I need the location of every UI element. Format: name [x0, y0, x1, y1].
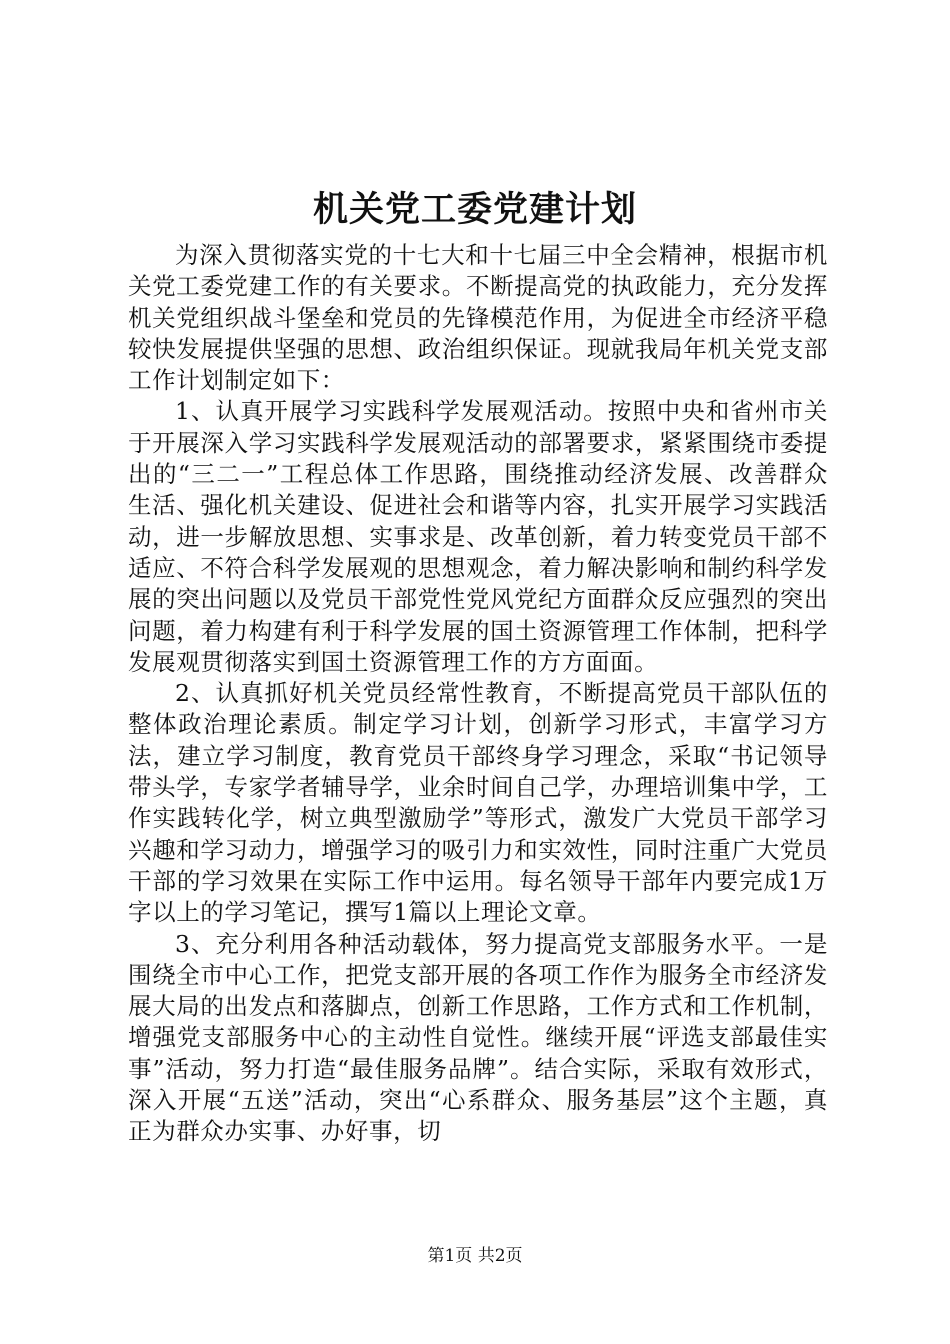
paragraph-item-1: 1、认真开展学习实践科学发展观活动。按照中央和省州市关于开展深入学习实践科学发展观活动的部署要求，紧紧围绕市委提出的“三二一”工程总体工作思路，围绕推动经济发展、改善群众生活、强化机关建设、促进社会和谐等内容，扎实开展学习实践活动，进一步解放思想、实事求是、改革创新，着力转变党员干部不适应、不符合科学发展观的思想观念，着力解决影响和制约科学发展的突出问题以及党员干部党性党风党纪方面群众反应强烈的突出问题，着力构建有利于科学发展的国土资源管理工作体制，把科学发展观贯彻落实到国土资源管理工作的方方面面。: [128, 397, 828, 676]
page-number-footer: 第1页 共2页: [427, 1246, 523, 1266]
paragraph-item-3: 3、充分利用各种活动载体，努力提高党支部服务水平。一是围绕全市中心工作，把党支部开展的各项工作作为服务全市经济发展大局的出发点和落脚点，创新工作思路，工作方式和工作机制，增强党支部服务中心的主动性自觉性。继续开展“评选支部最佳实事”活动，努力打造“最佳服务品牌”。结合实际，采取有效形式，深入开展“五送”活动，突出“心系群众、服务基层”这个主题，真正为群众办实事、办好事，切: [128, 929, 828, 1146]
paragraph-intro: 为深入贯彻落实党的十七大和十七届三中全会精神，根据市机关党工委党建工作的有关要求。不断提高党的执政能力，充分发挥机关党组织战斗堡垒和党员的先锋模范作用，为促进全市经济平稳较快发展提供坚强的思想、政治组织保证。现就我局年机关党支部工作计划制定如下：: [128, 241, 828, 395]
document-title: 机关党工委党建计划: [312, 189, 637, 230]
paragraph-item-2: 2、认真抓好机关党员经常性教育，不断提高党员干部队伍的整体政治理论素质。制定学习计划，创新学习形式，丰富学习方法，建立学习制度，教育党员干部终身学习理念，采取“书记领导带头学，专家学者辅导学，业余时间自己学，办理培训集中学，工作实践转化学，树立典型激励学”等形式，激发广大党员干部学习兴趣和学习动力，增强学习的吸引力和实效性，同时注重广大党员干部的学习效果在实际工作中运用。每名领导干部年内要完成1万字以上的学习笔记，撰写1篇以上理论文章。: [128, 679, 828, 927]
document-body: [128, 240, 828, 1148]
